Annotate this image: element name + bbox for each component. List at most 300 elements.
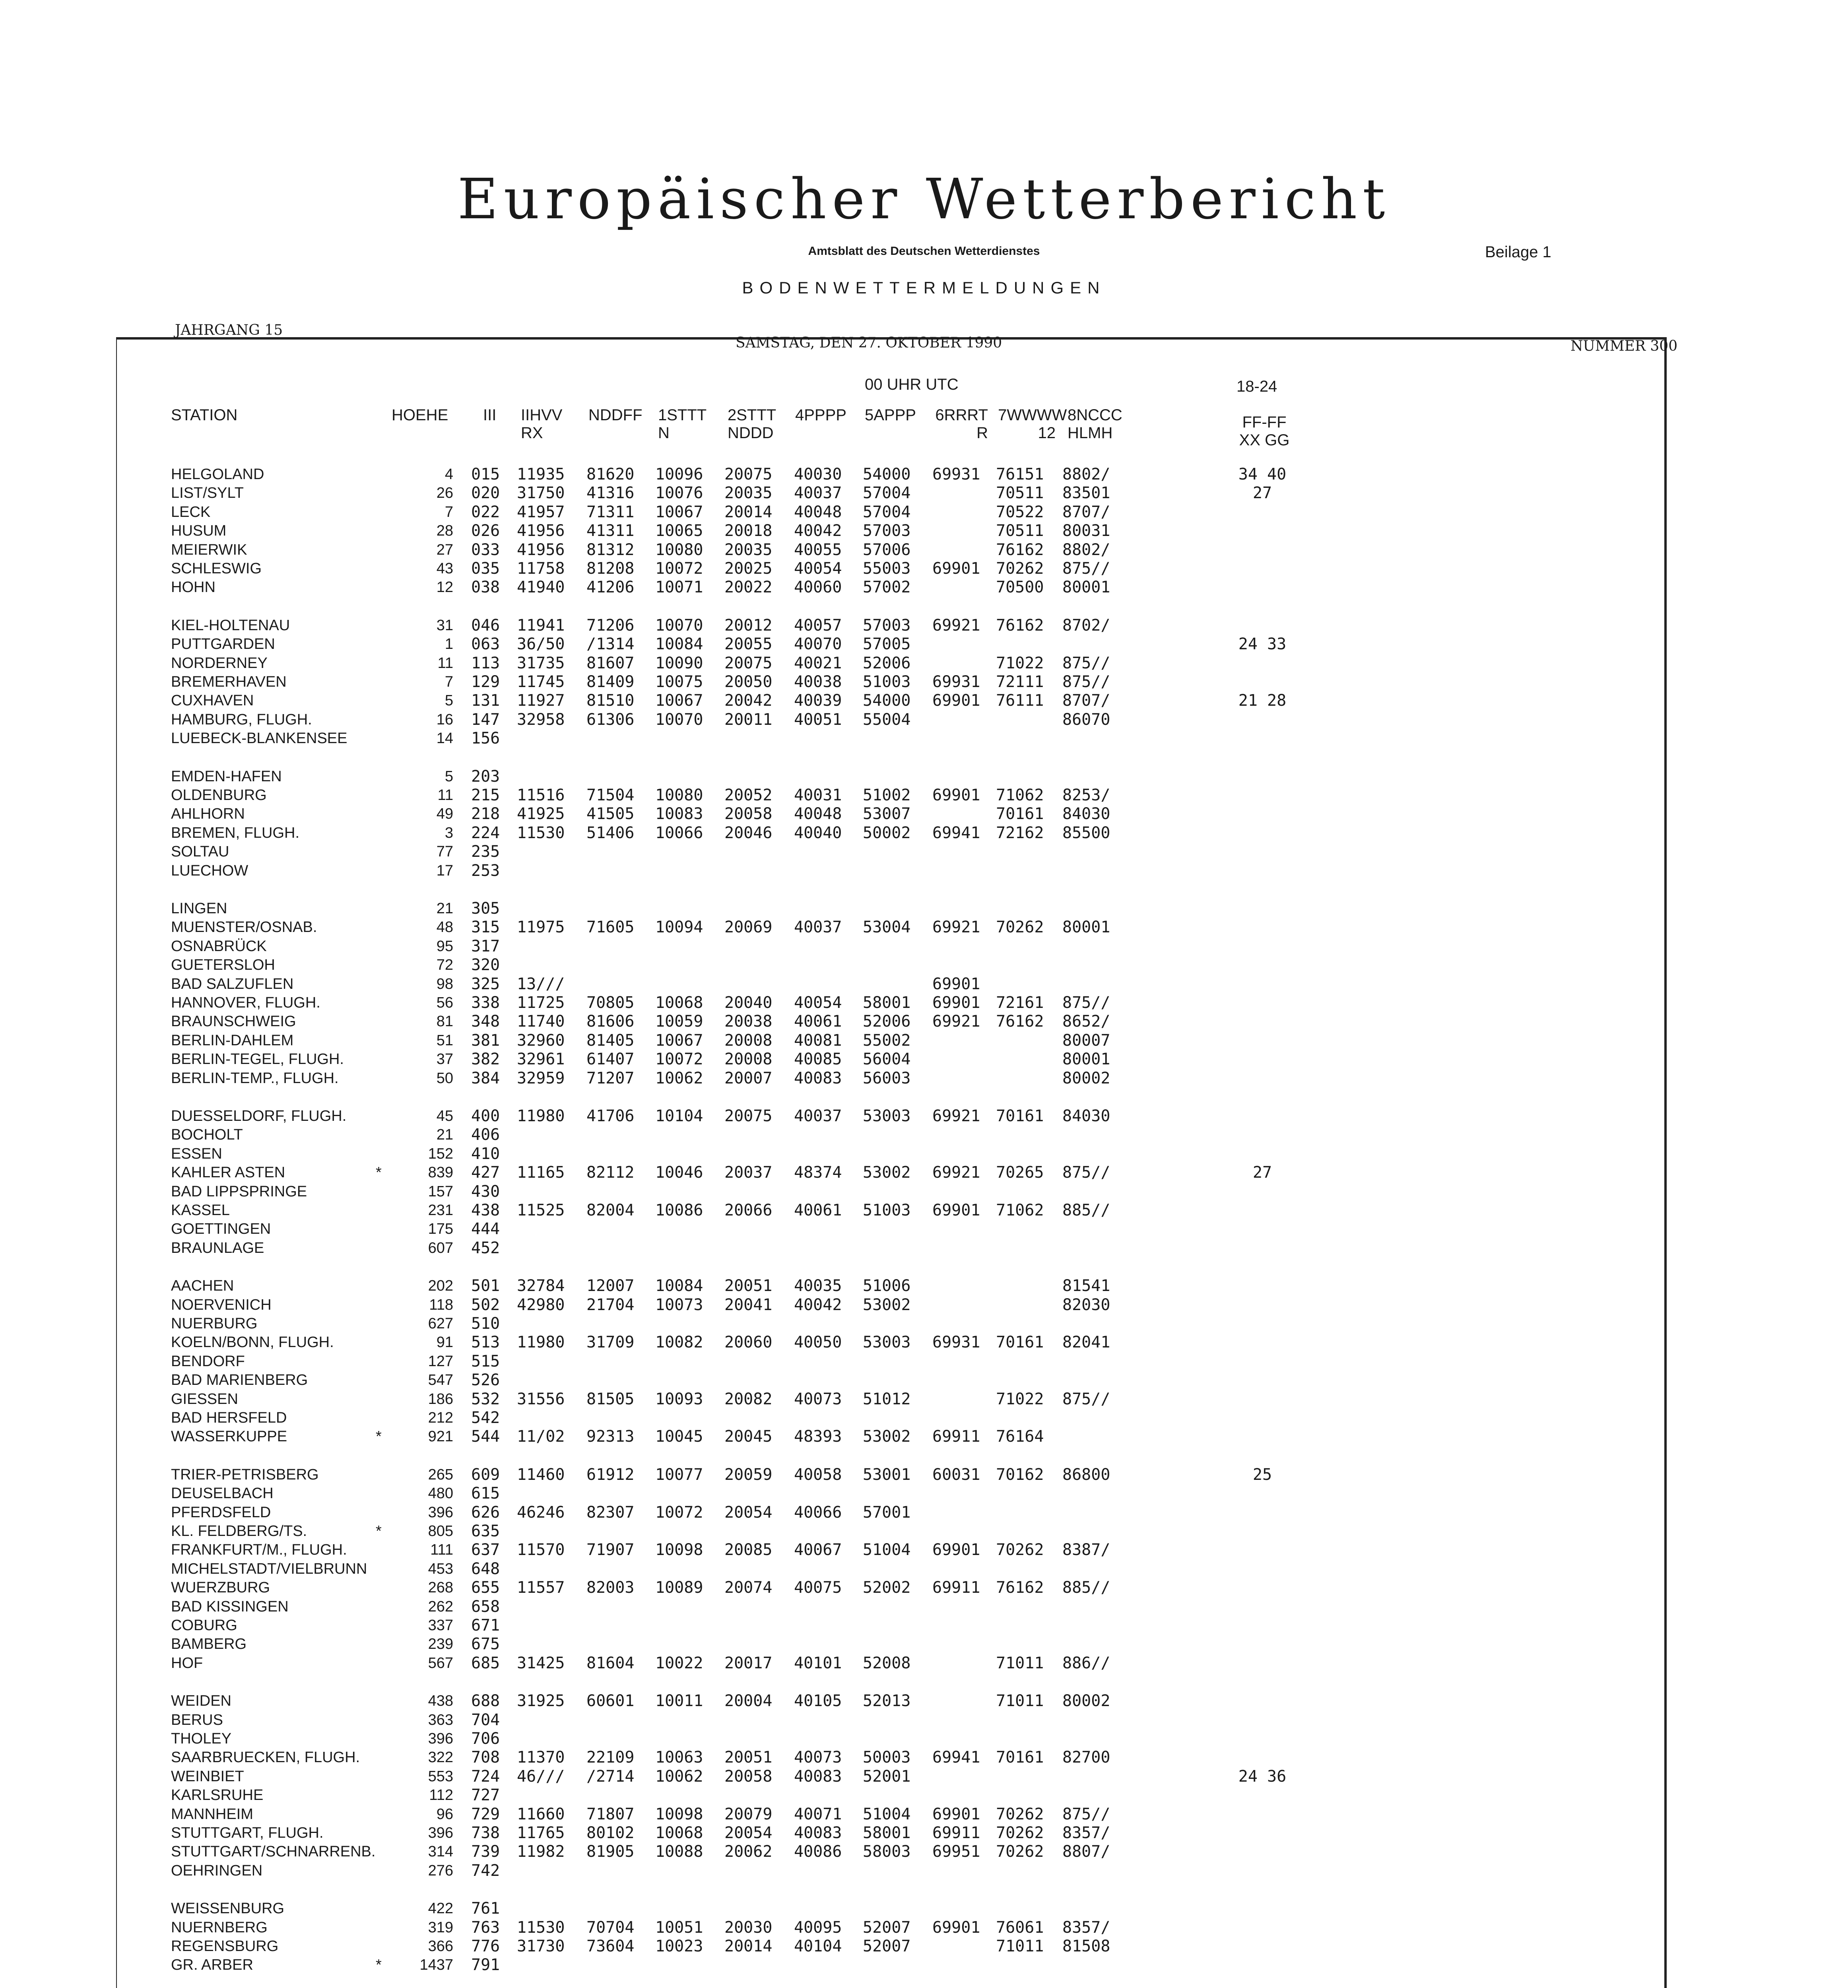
- table-row: [0, 899, 1848, 918]
- synop-group: 8707/: [1062, 503, 1110, 521]
- synop-group: 53002: [863, 1163, 911, 1182]
- synop-group: 10088: [655, 1842, 703, 1861]
- synop-group: 20051: [724, 1277, 773, 1295]
- station-number: 791: [471, 1956, 500, 1974]
- station-height: 553: [428, 1768, 453, 1785]
- table-row: [0, 786, 1848, 804]
- synop-group: 58001: [863, 994, 911, 1012]
- station-number: 724: [471, 1767, 500, 1786]
- synop-group: 20085: [724, 1541, 773, 1559]
- synop-group: 20058: [724, 805, 773, 823]
- station-name: ESSEN: [171, 1145, 222, 1162]
- station-number: 544: [471, 1427, 500, 1446]
- station-number: 235: [471, 843, 500, 861]
- synop-group: 20011: [724, 710, 773, 729]
- synop-group: 40070: [794, 635, 842, 654]
- synop-group: 10076: [655, 484, 703, 503]
- synop-group: 20074: [724, 1578, 773, 1597]
- synop-group: 40081: [794, 1031, 842, 1050]
- station-height: 396: [428, 1825, 453, 1841]
- synop-group: 40054: [794, 994, 842, 1012]
- synop-group: 69901: [932, 1918, 980, 1937]
- synop-group: 61306: [586, 710, 635, 729]
- station-height: 14: [436, 730, 453, 747]
- station-number: 776: [471, 1937, 500, 1955]
- table-row: [0, 1578, 1848, 1597]
- station-number: 502: [471, 1295, 500, 1314]
- synop-group: 40050: [794, 1333, 842, 1352]
- station-name: BAD KISSINGEN: [171, 1598, 289, 1615]
- station-height: 396: [428, 1504, 453, 1521]
- station-number: 022: [471, 503, 500, 521]
- station-height: 48: [436, 919, 453, 936]
- synop-group: 11557: [517, 1578, 565, 1597]
- table-row: [0, 1239, 1848, 1257]
- table-row: [0, 578, 1848, 596]
- synop-group: 40038: [794, 673, 842, 691]
- synop-group: 32961: [517, 1050, 565, 1069]
- table-row: [0, 1069, 1848, 1087]
- synop-group: 81541: [1062, 1277, 1110, 1295]
- synop-group: 20060: [724, 1333, 773, 1352]
- station-height: 7: [445, 674, 453, 690]
- synop-group: 72161: [996, 994, 1044, 1012]
- station-name: WEINBIET: [171, 1768, 244, 1785]
- station-height: 111: [430, 1541, 453, 1559]
- synop-group: 20025: [724, 559, 773, 578]
- station-number: 038: [471, 578, 500, 597]
- synop-group: 20082: [724, 1390, 773, 1408]
- station-number: 382: [471, 1050, 500, 1069]
- synop-group: 70262: [996, 1842, 1044, 1861]
- synop-group: 60601: [586, 1692, 635, 1710]
- table-row: [0, 522, 1848, 540]
- table-row: [0, 1899, 1848, 1918]
- synop-group: 69931: [932, 673, 980, 691]
- station-number: 218: [471, 805, 500, 823]
- table-row: [0, 559, 1848, 578]
- synop-group: 82003: [586, 1578, 635, 1597]
- synop-group: 70161: [996, 1333, 1044, 1352]
- station-height: 77: [436, 843, 453, 860]
- synop-group: 51003: [863, 673, 911, 691]
- synop-group: 76162: [996, 540, 1044, 559]
- station-name: HOF: [171, 1654, 203, 1672]
- synop-group: 71011: [996, 1692, 1044, 1710]
- synop-group: 10070: [655, 616, 703, 635]
- synop-group: 10090: [655, 654, 703, 672]
- synop-group: 50002: [863, 823, 911, 842]
- station-height: 202: [428, 1277, 453, 1295]
- station-name: SOLTAU: [171, 843, 229, 860]
- synop-group: 71207: [586, 1069, 635, 1087]
- station-name: KOELN/BONN, FLUGH.: [171, 1334, 334, 1351]
- synop-group: 11941: [517, 616, 565, 635]
- synop-group: /1314: [586, 635, 635, 654]
- synop-group: 11927: [517, 691, 565, 710]
- table-row: [0, 1824, 1848, 1842]
- synop-group: 40051: [794, 710, 842, 729]
- synop-group: 40104: [794, 1937, 842, 1955]
- station-name: BAD SALZUFLEN: [171, 975, 294, 992]
- station-height: 212: [428, 1409, 453, 1426]
- synop-group: 10068: [655, 1824, 703, 1842]
- station-number: 706: [471, 1730, 500, 1748]
- synop-group: 70262: [996, 918, 1044, 937]
- station-name: BAD HERSFELD: [171, 1409, 287, 1426]
- synop-group: 8253/: [1062, 786, 1110, 804]
- synop-group: 69901: [932, 1201, 980, 1219]
- table-row: [0, 1220, 1848, 1238]
- synop-group: 20075: [724, 465, 773, 483]
- synop-group: 57003: [863, 522, 911, 540]
- station-number: 738: [471, 1824, 500, 1842]
- synop-group: 10070: [655, 710, 703, 729]
- synop-group: 875//: [1062, 1805, 1110, 1823]
- station-number: 348: [471, 1012, 500, 1031]
- station-name: MICHELSTADT/VIELBRUNN: [171, 1560, 367, 1577]
- synop-group: 10011: [655, 1692, 703, 1710]
- synop-group: 92313: [586, 1427, 635, 1446]
- table-row: [0, 1654, 1848, 1672]
- column-header-1sttt: 1STTT N: [658, 406, 707, 442]
- synop-group: 48393: [794, 1427, 842, 1446]
- synop-group: 57006: [863, 540, 911, 559]
- synop-group: 80102: [586, 1824, 635, 1842]
- station-number: 253: [471, 861, 500, 880]
- synop-group: 10022: [655, 1654, 703, 1672]
- synop-group: 41505: [586, 805, 635, 823]
- synop-group: 8652/: [1062, 1012, 1110, 1031]
- station-name: LINGEN: [171, 900, 227, 917]
- station-name: HOHN: [171, 579, 215, 596]
- synop-group: 20079: [724, 1805, 773, 1823]
- synop-group: 76162: [996, 1012, 1044, 1031]
- table-row: [0, 862, 1848, 880]
- synop-group: 40037: [794, 484, 842, 503]
- station-name: BERLIN-TEMP., FLUGH.: [171, 1070, 339, 1087]
- synop-group: 11660: [517, 1805, 565, 1823]
- station-height: 118: [429, 1296, 453, 1313]
- synop-group: 82700: [1062, 1748, 1110, 1767]
- synop-group: 52001: [863, 1767, 911, 1786]
- table-row: [0, 1842, 1848, 1861]
- station-number: 615: [471, 1484, 500, 1503]
- synop-group: 11745: [517, 673, 565, 691]
- synop-group: 875//: [1062, 994, 1110, 1012]
- synop-group: 11/02: [517, 1427, 565, 1446]
- synop-group: 40058: [794, 1465, 842, 1484]
- synop-group: 40083: [794, 1767, 842, 1786]
- synop-group: 36/50: [517, 635, 565, 654]
- synop-group: 10063: [655, 1748, 703, 1767]
- synop-group: 52007: [863, 1937, 911, 1955]
- station-number: 655: [471, 1578, 500, 1597]
- synop-group: 40035: [794, 1277, 842, 1295]
- station-number: 708: [471, 1748, 500, 1767]
- station-height: 268: [428, 1579, 453, 1596]
- synop-group: 11165: [517, 1163, 565, 1182]
- synop-group: 10051: [655, 1918, 703, 1937]
- station-height: 265: [428, 1466, 453, 1483]
- station-number: 675: [471, 1635, 500, 1654]
- table-row: [0, 691, 1848, 710]
- synop-group: 10046: [655, 1163, 703, 1182]
- station-height: 96: [436, 1806, 453, 1823]
- station-number: 729: [471, 1805, 500, 1823]
- station-height: 95: [436, 938, 453, 955]
- synop-group: 69901: [932, 994, 980, 1012]
- synop-group: 10098: [655, 1805, 703, 1823]
- synop-group: 70262: [996, 559, 1044, 578]
- synop-group: 69921: [932, 616, 980, 635]
- synop-group: 41316: [586, 484, 635, 503]
- station-height: 337: [428, 1617, 453, 1634]
- synop-group: 69901: [932, 975, 980, 993]
- synop-group: 70262: [996, 1805, 1044, 1823]
- station-name: OSNABRÜCK: [171, 938, 267, 955]
- synop-group: 70161: [996, 1748, 1044, 1767]
- station-number: 026: [471, 522, 500, 540]
- synop-group: 76061: [996, 1918, 1044, 1937]
- synop-group: 40105: [794, 1692, 842, 1710]
- synop-group: 69911: [932, 1427, 980, 1446]
- table-row: [0, 1918, 1848, 1937]
- synop-group: 8702/: [1062, 616, 1110, 635]
- station-height: 28: [436, 522, 453, 540]
- synop-group: 86070: [1062, 710, 1110, 729]
- synop-group: 20075: [724, 654, 773, 672]
- station-name: EMDEN-HAFEN: [171, 768, 282, 785]
- synop-group: 31425: [517, 1654, 565, 1672]
- synop-group: 8387/: [1062, 1541, 1110, 1559]
- bergstation-mark: *: [376, 1957, 382, 1974]
- synop-group: 11725: [517, 994, 565, 1012]
- synop-group: 58003: [863, 1842, 911, 1861]
- synop-group: 31556: [517, 1390, 565, 1408]
- table-row: [0, 805, 1848, 823]
- table-row: [0, 1163, 1848, 1182]
- synop-group: 69921: [932, 1012, 980, 1031]
- synop-group: 8707/: [1062, 691, 1110, 710]
- station-number: 658: [471, 1597, 500, 1616]
- synop-group: 57003: [863, 616, 911, 635]
- station-height: 51: [436, 1032, 453, 1049]
- synop-group: 885//: [1062, 1578, 1110, 1597]
- station-height: 11: [437, 654, 453, 672]
- synop-group: 11370: [517, 1748, 565, 1767]
- station-height: 26: [436, 485, 453, 502]
- synop-group: 12007: [586, 1277, 635, 1295]
- station-height: 7: [445, 503, 453, 520]
- gust-value: 34 40: [1238, 465, 1287, 483]
- table-row: [0, 1522, 1848, 1540]
- synop-group: 71311: [586, 503, 635, 521]
- station-height: 607: [428, 1239, 453, 1256]
- station-height: 31: [436, 617, 453, 634]
- synop-group: 81505: [586, 1390, 635, 1408]
- station-name: OLDENBURG: [171, 787, 267, 804]
- synop-group: 56004: [863, 1050, 911, 1069]
- synop-group: 11740: [517, 1012, 565, 1031]
- synop-group: 40055: [794, 540, 842, 559]
- station-height: 319: [428, 1919, 453, 1936]
- station-name: SAARBRUECKEN, FLUGH.: [171, 1749, 360, 1766]
- station-height: 805: [428, 1523, 453, 1540]
- synop-group: 41206: [586, 578, 635, 597]
- synop-group: 69901: [932, 1541, 980, 1559]
- column-header-nddff: NDDFF: [588, 406, 643, 424]
- table-row: [0, 1352, 1848, 1371]
- synop-group: 71206: [586, 616, 635, 635]
- station-number: 526: [471, 1371, 500, 1390]
- table-row: [0, 1314, 1848, 1333]
- station-number: 406: [471, 1126, 500, 1144]
- synop-group: 31730: [517, 1937, 565, 1955]
- synop-group: 40095: [794, 1918, 842, 1937]
- synop-group: 55003: [863, 559, 911, 578]
- synop-group: 32960: [517, 1031, 565, 1050]
- station-name: BERLIN-DAHLEM: [171, 1032, 294, 1049]
- report-subtitle: Amtsblatt des Deutschen Wetterdienstes: [808, 245, 1040, 258]
- synop-group: 72162: [996, 823, 1044, 842]
- station-height: 27: [436, 541, 453, 558]
- table-row: [0, 1541, 1848, 1559]
- synop-group: 20040: [724, 994, 773, 1012]
- station-number: 400: [471, 1107, 500, 1125]
- synop-group: 11975: [517, 918, 565, 937]
- synop-group: 20014: [724, 1937, 773, 1955]
- synop-group: 875//: [1062, 673, 1110, 691]
- synop-group: 10068: [655, 994, 703, 1012]
- synop-group: 52008: [863, 1654, 911, 1672]
- synop-group: 20008: [724, 1050, 773, 1069]
- station-height: 157: [428, 1183, 453, 1200]
- station-name: NOERVENICH: [171, 1296, 272, 1313]
- station-number: 315: [471, 918, 500, 937]
- synop-group: 80002: [1062, 1692, 1110, 1710]
- station-number: 147: [471, 710, 500, 729]
- synop-group: 10072: [655, 559, 703, 578]
- table-row: [0, 1201, 1848, 1219]
- synop-group: 69931: [932, 1333, 980, 1352]
- synop-group: 11460: [517, 1465, 565, 1484]
- station-height: 314: [428, 1843, 453, 1860]
- synop-group: 10067: [655, 503, 703, 521]
- column-header-5appp: 5APPP: [865, 406, 916, 424]
- synop-group: 10072: [655, 1503, 703, 1522]
- station-height: 5: [445, 692, 453, 709]
- station-name: BREMEN, FLUGH.: [171, 824, 300, 841]
- station-name: WEIDEN: [171, 1693, 231, 1710]
- synop-group: 40031: [794, 786, 842, 804]
- synop-group: 42980: [517, 1295, 565, 1314]
- station-name: LUEBECK-BLANKENSEE: [171, 730, 347, 747]
- synop-group: 70500: [996, 578, 1044, 597]
- station-height: 567: [428, 1654, 453, 1672]
- station-name: DEUSELBACH: [171, 1485, 274, 1502]
- synop-group: 82112: [586, 1163, 635, 1182]
- report-title: Europäischer Wetterbericht: [457, 167, 1391, 232]
- station-number: 609: [471, 1465, 500, 1484]
- station-height: 547: [428, 1372, 453, 1389]
- synop-group: 55004: [863, 710, 911, 729]
- synop-group: 76151: [996, 465, 1044, 483]
- station-number: 671: [471, 1616, 500, 1635]
- synop-group: 21704: [586, 1295, 635, 1314]
- synop-group: 11530: [517, 823, 565, 842]
- station-name: NUERBURG: [171, 1315, 258, 1332]
- synop-group: 69911: [932, 1578, 980, 1597]
- synop-group: 20051: [724, 1748, 773, 1767]
- synop-group: 11530: [517, 1918, 565, 1937]
- table-row: [0, 1748, 1848, 1767]
- synop-group: 40066: [794, 1503, 842, 1522]
- station-height: 231: [428, 1202, 453, 1219]
- synop-group: 20041: [724, 1295, 773, 1314]
- station-height: 81: [436, 1013, 453, 1030]
- station-height: 322: [428, 1749, 453, 1766]
- synop-group: 10072: [655, 1050, 703, 1069]
- column-header-iii: III: [483, 406, 497, 424]
- synop-group: 54000: [863, 465, 911, 483]
- station-height: 98: [436, 975, 453, 992]
- table-row: [0, 1862, 1848, 1880]
- station-height: 45: [436, 1108, 453, 1124]
- synop-group: 76164: [996, 1427, 1044, 1446]
- synop-group: 76162: [996, 1578, 1044, 1597]
- station-name: DUESSELDORF, FLUGH.: [171, 1108, 347, 1124]
- synop-group: 84030: [1062, 805, 1110, 823]
- synop-group: 53003: [863, 1333, 911, 1352]
- station-height: 17: [436, 862, 453, 879]
- synop-group: 20018: [724, 522, 773, 540]
- synop-group: 71011: [996, 1937, 1044, 1955]
- station-number: 131: [471, 691, 500, 710]
- synop-group: 886//: [1062, 1654, 1110, 1672]
- station-name: HANNOVER, FLUGH.: [171, 994, 320, 1011]
- station-height: 5: [445, 768, 453, 785]
- synop-group: 10098: [655, 1541, 703, 1559]
- gust-value: 21 28: [1238, 691, 1287, 710]
- synop-group: 71022: [996, 1390, 1044, 1408]
- synop-group: 41956: [517, 540, 565, 559]
- table-row: [0, 616, 1848, 635]
- table-row: [0, 711, 1848, 729]
- synop-group: 31709: [586, 1333, 635, 1352]
- station-name: LUECHOW: [171, 862, 248, 879]
- synop-group: 10080: [655, 786, 703, 804]
- station-name: KASSEL: [171, 1202, 230, 1219]
- column-header-6rrrt: 6RRRT R: [935, 406, 988, 442]
- station-height: 16: [436, 711, 453, 728]
- synop-group: 70511: [996, 522, 1044, 540]
- station-name: KIEL-HOLTENAU: [171, 617, 290, 634]
- synop-group: 10067: [655, 691, 703, 710]
- synop-group: 70262: [996, 1824, 1044, 1842]
- station-name: BRAUNSCHWEIG: [171, 1013, 296, 1030]
- synop-group: /2714: [586, 1767, 635, 1786]
- synop-group: 71062: [996, 786, 1044, 804]
- synop-group: 72111: [996, 673, 1044, 691]
- synop-group: 10096: [655, 465, 703, 483]
- synop-group: 55002: [863, 1031, 911, 1050]
- synop-group: 76162: [996, 616, 1044, 635]
- synop-group: 20046: [724, 823, 773, 842]
- synop-group: 20069: [724, 918, 773, 937]
- station-height: 366: [428, 1938, 453, 1955]
- station-height: 152: [428, 1145, 453, 1162]
